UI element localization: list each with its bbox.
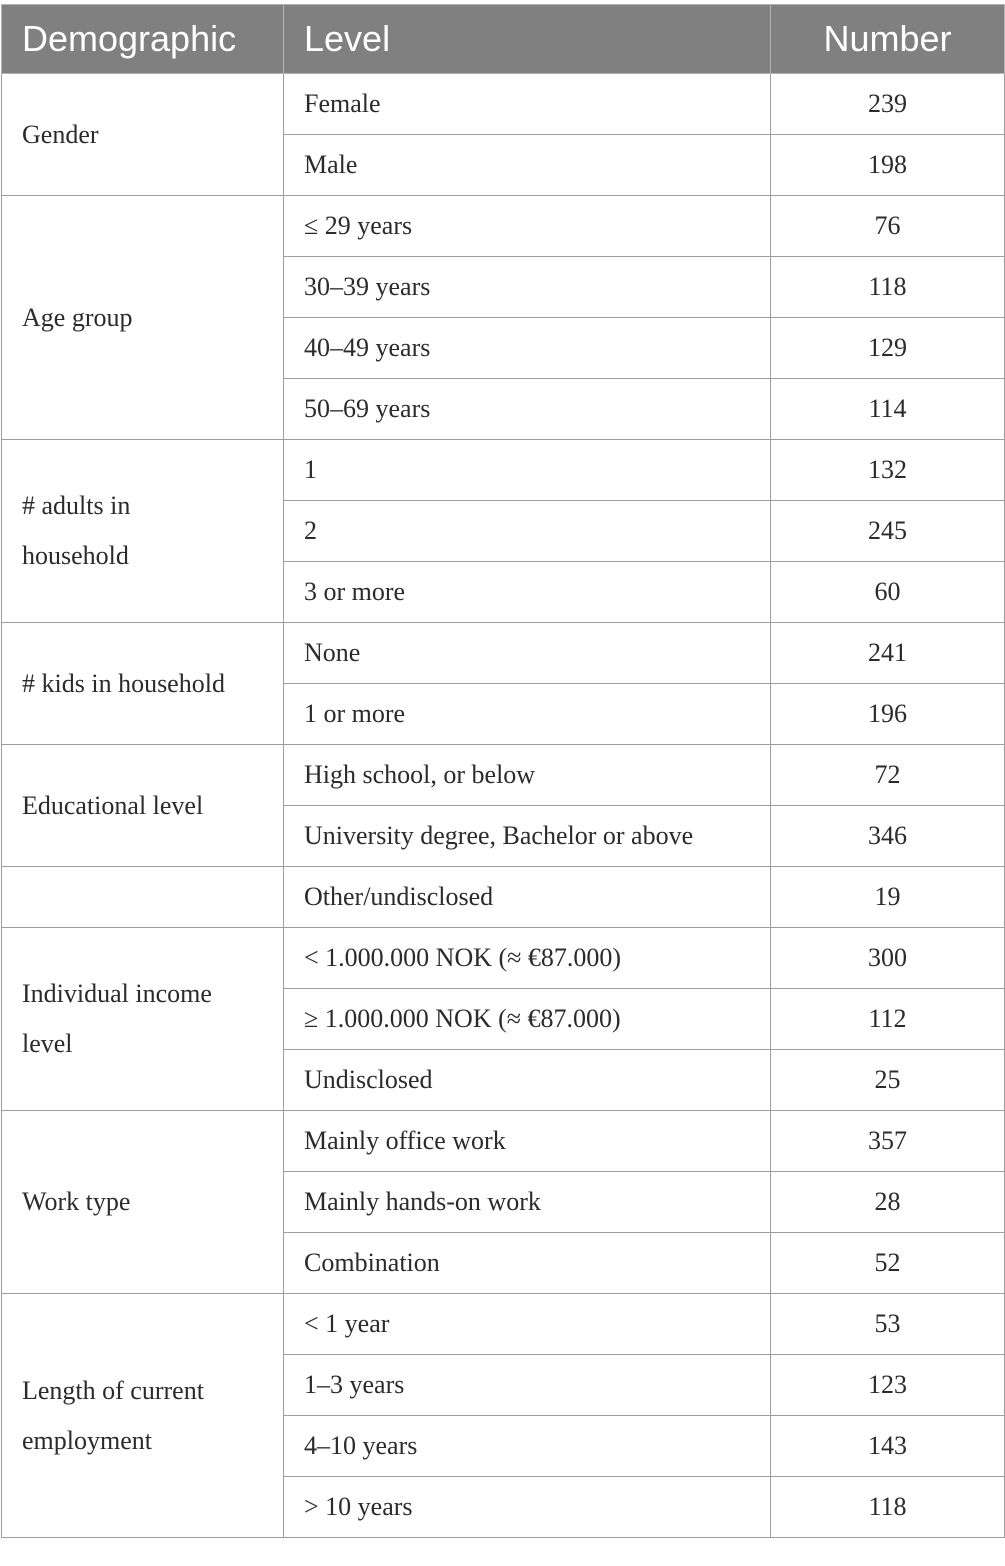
- level-cell: Combination: [284, 1233, 771, 1294]
- table-body: [2, 74, 1005, 1538]
- demographic-label: Individual income: [22, 979, 212, 1008]
- number-cell: 25: [771, 1050, 1005, 1111]
- table-row: [2, 1294, 1005, 1355]
- demographic-cell: [2, 928, 284, 1111]
- number-cell: 52: [771, 1233, 1005, 1294]
- number-cell: 198: [771, 135, 1005, 196]
- table-row: [2, 867, 1005, 928]
- level-cell: None: [284, 623, 771, 684]
- demographic-label: Educational level: [22, 790, 204, 820]
- number-cell: 300: [771, 928, 1005, 989]
- level-cell: < 1 year: [284, 1294, 771, 1355]
- level-cell: > 10 years: [284, 1477, 771, 1538]
- level-cell: 2: [284, 501, 771, 562]
- level-cell: 3 or more: [284, 562, 771, 623]
- table-row: [2, 623, 1005, 684]
- number-cell: 132: [771, 440, 1005, 501]
- level-cell: Female: [284, 74, 771, 135]
- demographic-cell: [2, 1111, 284, 1294]
- level-cell: 4–10 years: [284, 1416, 771, 1477]
- number-cell: 239: [771, 74, 1005, 135]
- demographics-table: [1, 4, 1005, 1538]
- level-cell: 50–69 years: [284, 379, 771, 440]
- demographic-label: Length of current: [22, 1375, 204, 1405]
- table-header: [2, 5, 1005, 74]
- number-cell: 28: [771, 1172, 1005, 1233]
- level-cell: < 1.000.000 NOK (≈ €87.000): [284, 928, 771, 989]
- level-cell: University degree, Bachelor or above: [284, 806, 771, 867]
- level-cell: 1–3 years: [284, 1355, 771, 1416]
- level-cell: 1 or more: [284, 684, 771, 745]
- number-cell: 60: [771, 562, 1005, 623]
- number-cell: 114: [771, 379, 1005, 440]
- table-row: [2, 440, 1005, 501]
- header-number: Number: [771, 5, 1005, 74]
- demographic-label: household: [22, 541, 129, 570]
- number-cell: 53: [771, 1294, 1005, 1355]
- demographic-label: employment: [22, 1425, 152, 1455]
- demographic-label: Age group: [22, 302, 133, 332]
- demographic-cell: [2, 623, 284, 745]
- level-cell: Undisclosed: [284, 1050, 771, 1111]
- demographic-label: level: [22, 1029, 73, 1058]
- header-row: [2, 5, 1005, 74]
- table-row: [2, 745, 1005, 806]
- table-row: [2, 928, 1005, 989]
- demographic-cell: [2, 196, 284, 440]
- number-cell: 143: [771, 1416, 1005, 1477]
- demographic-cell: [2, 1294, 284, 1538]
- table-row: [2, 74, 1005, 135]
- number-cell: 118: [771, 257, 1005, 318]
- number-cell: 112: [771, 989, 1005, 1050]
- demographic-cell: [2, 440, 284, 623]
- number-cell: 76: [771, 196, 1005, 257]
- level-cell: High school, or below: [284, 745, 771, 806]
- number-cell: 123: [771, 1355, 1005, 1416]
- table-row: [2, 1111, 1005, 1172]
- level-cell: Mainly hands-on work: [284, 1172, 771, 1233]
- demographic-label: # kids in household: [22, 668, 225, 698]
- demographic-label: # adults in: [22, 491, 131, 520]
- number-cell: 118: [771, 1477, 1005, 1538]
- demographic-cell: [2, 74, 284, 196]
- demographic-label: Work type: [22, 1187, 131, 1216]
- demographic-cell: [2, 867, 284, 928]
- number-cell: 129: [771, 318, 1005, 379]
- number-cell: 346: [771, 806, 1005, 867]
- header-level: Level: [284, 5, 771, 74]
- demographic-label: Gender: [22, 119, 99, 149]
- level-cell: Male: [284, 135, 771, 196]
- number-cell: 241: [771, 623, 1005, 684]
- number-cell: 19: [771, 867, 1005, 928]
- header-demographic: Demographic: [2, 5, 284, 74]
- level-cell: 40–49 years: [284, 318, 771, 379]
- level-cell: Mainly office work: [284, 1111, 771, 1172]
- table-row: [2, 196, 1005, 257]
- number-cell: 357: [771, 1111, 1005, 1172]
- level-cell: Other/undisclosed: [284, 867, 771, 928]
- level-cell: 1: [284, 440, 771, 501]
- level-cell: ≥ 1.000.000 NOK (≈ €87.000): [284, 989, 771, 1050]
- number-cell: 72: [771, 745, 1005, 806]
- level-cell: ≤ 29 years: [284, 196, 771, 257]
- demographic-cell: [2, 745, 284, 867]
- number-cell: 245: [771, 501, 1005, 562]
- number-cell: 196: [771, 684, 1005, 745]
- level-cell: 30–39 years: [284, 257, 771, 318]
